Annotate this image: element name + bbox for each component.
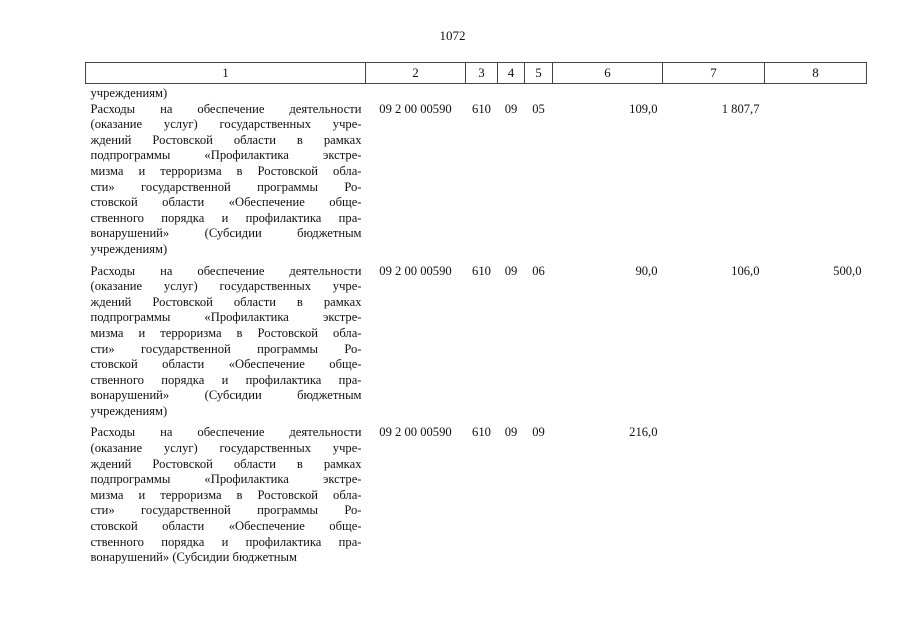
description-line: Расходы на обеспечение деятельности [90, 263, 362, 278]
header-col-6: 6 [553, 63, 663, 84]
table-row [86, 102, 867, 258]
row-pr: 05 [532, 101, 545, 116]
description-line: (оказание услуг) государственных учре- [90, 279, 362, 294]
header-col-3: 3 [466, 63, 498, 84]
table-row [86, 258, 867, 420]
description-line: стовской области «Обеспечение обще- [90, 519, 362, 534]
description-line: сти» государственной программы Ро- [90, 503, 362, 518]
row-vr: 610 [472, 101, 491, 116]
continuation-row [86, 84, 867, 102]
budget-table [85, 62, 867, 566]
header-col-2: 2 [366, 63, 466, 84]
header-col-4: 4 [498, 63, 525, 84]
header-col-7: 7 [663, 63, 765, 84]
row-col7: 106,0 [731, 263, 760, 278]
row-col6: 109,0 [629, 101, 658, 116]
row-rz: 09 [504, 263, 518, 278]
description-line: ственного порядка и профилактика пра- [90, 534, 362, 549]
description-line: сти» государственной программы Ро- [90, 341, 362, 356]
description-line: Расходы на обеспечение деятельности [90, 425, 362, 440]
description-line: вонарушений» (Субсидии бюджетным [90, 388, 362, 403]
description-line: ждений Ростовской области в рамках [90, 294, 362, 309]
description-line: стовской области «Обеспечение обще- [90, 357, 362, 372]
description-line: Расходы на обеспечение деятельности [90, 101, 362, 116]
row-rz: 09 [504, 425, 518, 440]
row-col6: 216,0 [629, 425, 658, 440]
header-col-1: 1 [86, 63, 366, 84]
continuation-text: учреждениям) [90, 86, 168, 100]
page-number: 1072 [439, 28, 466, 43]
row-description [86, 258, 366, 420]
description-line: стовской области «Обеспечение обще- [90, 195, 362, 210]
header-col-5: 5 [525, 63, 553, 84]
description-line: мизма и терроризма в Ростовской обла- [90, 487, 362, 502]
row-vr: 610 [472, 425, 491, 440]
description-line: вонарушений» (Субсидии бюджетным [90, 226, 362, 241]
row-pr: 06 [532, 263, 545, 278]
row-col6: 90,0 [635, 263, 658, 278]
row-pr: 09 [532, 425, 545, 440]
description-line: подпрограммы «Профилактика экстре- [90, 472, 362, 487]
row-col8 [765, 419, 867, 565]
row-col8 [765, 102, 867, 258]
description-line: (оказание услуг) государственных учре- [90, 117, 362, 132]
description-line: учреждениям) [90, 403, 168, 418]
description-line: учреждениям) [90, 241, 168, 256]
description-line: (оказание услуг) государственных учре- [90, 441, 362, 456]
description-line: ждений Ростовской области в рамках [90, 132, 362, 147]
description-line: ждений Ростовской области в рамках [90, 456, 362, 471]
row-csr: 09 2 00 00590 [379, 101, 452, 116]
row-rz: 09 [504, 101, 518, 116]
table-row [86, 419, 867, 565]
description-line: сти» государственной программы Ро- [90, 179, 362, 194]
header-col-8: 8 [765, 63, 867, 84]
row-col7 [663, 419, 765, 565]
row-csr: 09 2 00 00590 [379, 263, 452, 278]
description-line: ственного порядка и профилактика пра- [90, 372, 362, 387]
table-header-row [86, 63, 867, 84]
row-col8: 500,0 [833, 263, 862, 278]
row-description [86, 102, 366, 258]
description-line: подпрограммы «Профилактика экстре- [90, 310, 362, 325]
description-line: мизма и терроризма в Ростовской обла- [90, 325, 362, 340]
description-line: подпрограммы «Профилактика экстре- [90, 148, 362, 163]
description-line: вонарушений» (Субсидии бюджетным [90, 550, 297, 565]
row-vr: 610 [472, 263, 491, 278]
row-csr: 09 2 00 00590 [379, 425, 452, 440]
description-line: ственного порядка и профилактика пра- [90, 210, 362, 225]
row-description [86, 419, 366, 565]
description-line: мизма и терроризма в Ростовской обла- [90, 163, 362, 178]
row-col7: 1 807,7 [721, 101, 760, 116]
